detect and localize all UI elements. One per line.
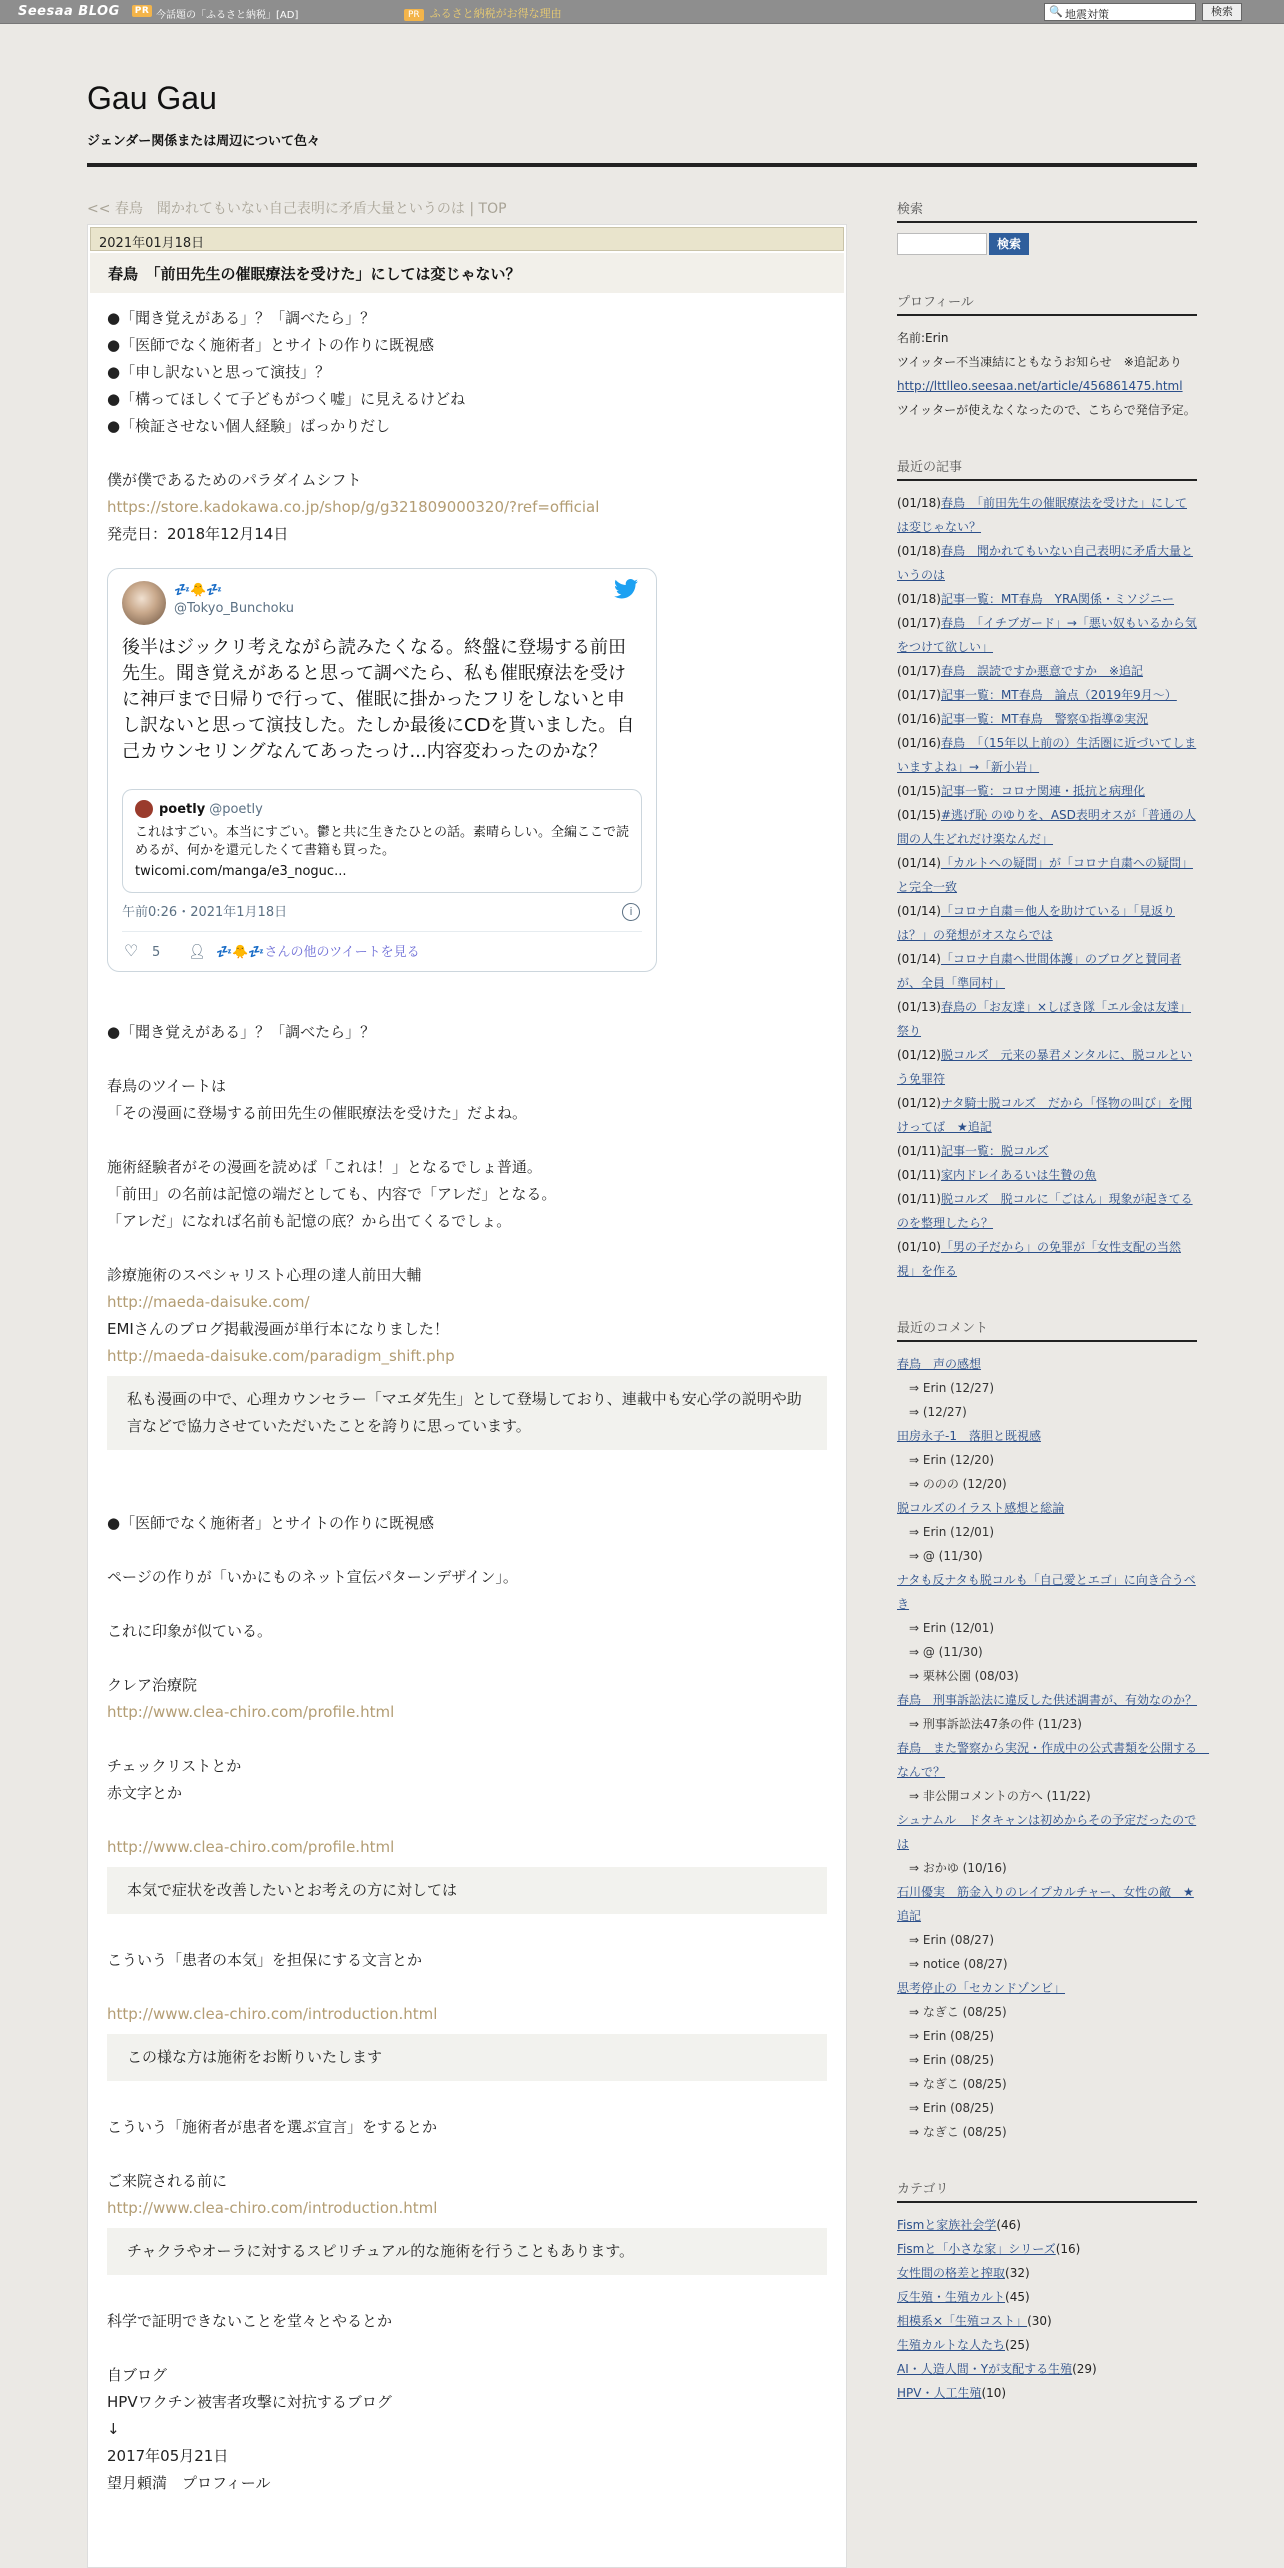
recent-article-item: [897, 587, 1197, 611]
recent-article-item: [897, 1163, 1197, 1187]
body-text: 2017年05月21日: [107, 2447, 229, 2465]
twitter-bird-icon[interactable]: [614, 579, 640, 601]
category-link[interactable]: 反生殖・生殖カルト: [897, 2290, 1006, 2304]
recent-article-link[interactable]: 記事一覧：MT春鳥 YRA関係・ミソジニー: [940, 592, 1175, 606]
category-count: (29): [1072, 2362, 1097, 2376]
body-text: 赤文字とか: [107, 1784, 183, 1802]
comment-article-item: [897, 1736, 1210, 1784]
comment-entry[interactable]: ⇒ Erin (08/25): [909, 2029, 995, 2043]
recent-article-date: (01/17): [897, 616, 941, 630]
recent-article-date: (01/17): [897, 688, 941, 702]
body-text: ページの作りが「いかにものネット宣伝パターンデザイン」。: [107, 1568, 518, 1586]
body-text: こういう「施術者が患者を選ぶ宣言」をするとか: [107, 2118, 438, 2136]
recent-article-item: [897, 539, 1197, 587]
comment-entry[interactable]: ⇒ おかゆ (10/16): [909, 1861, 1007, 1875]
body-text: 望月頼満 プロフィール: [107, 2474, 271, 2492]
ad-link-2[interactable]: [404, 5, 562, 21]
comment-entry[interactable]: ⇒ @ (11/30): [909, 1549, 983, 1563]
prev-article-link[interactable]: << 春鳥 聞かれてもいない自己表明に矛盾大量というのは | TOP: [87, 201, 507, 217]
recent-article-date: (01/14): [897, 904, 941, 918]
recent-article-item: [897, 899, 1197, 947]
category-link[interactable]: Fismと「小さな家」シリーズ: [897, 2242, 1056, 2256]
recent-article-link[interactable]: 記事一覧：MT春鳥 警察①指導②実況: [940, 712, 1149, 726]
recent-article-date: (01/16): [897, 736, 941, 750]
comment-entry[interactable]: ⇒ (12/27): [909, 1405, 967, 1419]
external-link[interactable]: http://www.clea-chiro.com/profile.html: [107, 1703, 395, 1721]
comment-article-link[interactable]: 思考停止の「セカンドゾンビ」: [897, 1981, 1066, 1995]
post-date: 2021年01月18日: [90, 227, 844, 251]
book-title: 僕が僕であるためのパラダイムシフト: [107, 471, 362, 489]
body-text: 「前田」の名前は記憶の端だとしても、内容で「アレだ」となる。: [107, 1185, 557, 1203]
recent-article-item: [897, 1235, 1197, 1283]
sidebar-search-input[interactable]: [897, 233, 987, 255]
sidebar-search: [897, 198, 1197, 257]
sidebar-categories: [897, 2178, 1197, 2405]
category-link[interactable]: 女性間の格差と搾取: [897, 2266, 1006, 2280]
recent-article-item: [897, 1091, 1197, 1139]
recent-article-date: (01/10): [897, 1240, 941, 1254]
post-title: 春鳥 「前田先生の催眠療法を受けた」にしては変じゃない？: [108, 265, 521, 283]
comment-article-link[interactable]: 春鳥 声の感想: [897, 1357, 982, 1371]
body-text: 施術経験者がその漫画を読めば「これは！」となるでしょ普通。: [107, 1158, 542, 1176]
recent-article-link[interactable]: 記事一覧：MT春鳥 論点（2019年9月〜）: [940, 688, 1177, 702]
tweet-divider: [122, 931, 642, 932]
comment-article-link[interactable]: 春鳥 刑事訴訟法に違反した供述調書が、有効なのか？: [897, 1693, 1198, 1707]
comment-article-link[interactable]: 石川優実 筋金入りのレイプカルチャー、女性の敵 ★追記: [897, 1885, 1194, 1923]
recent-article-link[interactable]: 春鳥 聞かれてもいない自己表明に矛盾大量というのは: [897, 544, 1193, 582]
recent-article-link[interactable]: 春鳥 「イチブガード」→「悪い奴もいるから気をつけて欲しい」: [897, 616, 1197, 654]
top-search-value: 地震対策: [1065, 8, 1109, 21]
recent-article-date: (01/11): [897, 1192, 941, 1206]
recent-article-item: [897, 779, 1197, 803]
comment-entry[interactable]: ⇒ 刑事訴訟法47条の件 (11/23): [909, 1717, 1082, 1731]
body-text: ↓: [107, 2420, 120, 2438]
category-link[interactable]: HPV・人工生殖: [897, 2386, 982, 2400]
recent-article-date: (01/11): [897, 1168, 941, 1182]
bullet-item: ●「申し訳ないと思って演技」？: [107, 363, 331, 381]
comment-entry[interactable]: ⇒ Erin (08/25): [909, 2101, 995, 2115]
category-item: [897, 2285, 1197, 2309]
external-link[interactable]: http://www.clea-chiro.com/introduction.html: [107, 2199, 438, 2217]
profile-text: ツイッターが使えなくなったので、こちらで発信予定。: [897, 403, 1196, 417]
bullet-item: ●「医師でなく施術者」とサイトの作りに既視感: [107, 336, 435, 354]
recent-article-date: (01/16): [897, 712, 941, 726]
comment-article-item: [897, 1976, 1197, 2000]
comment-article-item: [897, 1688, 1197, 1712]
category-item: [897, 2357, 1197, 2381]
body-text: 自ブログ: [107, 2366, 168, 2384]
category-count: (30): [1027, 2314, 1052, 2328]
sidebar-profile: [897, 291, 1197, 422]
more-tweets-link[interactable]: 💤🐥💤さんの他のツイートを見る: [216, 945, 420, 960]
profile-name: 名前:Erin: [897, 331, 949, 345]
recent-article-link[interactable]: 春鳥 「（15年以上前の）生活圏に近づいてしまいますよね」→「新小岩」: [897, 736, 1197, 774]
tweet-author-handle[interactable]: @Tokyo_Bunchoku: [174, 601, 295, 616]
bullet-item: ●「検証させない個人経験」ばっかりだし: [107, 417, 391, 435]
recent-article-item: [897, 1187, 1197, 1235]
section-heading: ●「聞き覚えがある」？「調べたら」？: [107, 1023, 376, 1041]
profile-link[interactable]: http://lttlleo.seesaa.net/article/456861475.html: [897, 379, 1183, 393]
comment-article-item: [897, 1424, 1197, 1448]
comment-entry[interactable]: ⇒ 非公開コメントの方へ (11/22): [909, 1789, 1091, 1803]
category-link[interactable]: 相模系×「生殖コスト」: [897, 2314, 1028, 2328]
external-link[interactable]: http://maeda-daisuke.com/: [107, 1293, 310, 1311]
comment-entry[interactable]: ⇒ Erin (08/27): [909, 1933, 995, 1947]
external-link[interactable]: http://maeda-daisuke.com/paradigm_shift.php: [107, 1347, 455, 1365]
category-count: (46): [996, 2218, 1021, 2232]
comment-entry[interactable]: ⇒ notice (08/27): [909, 1957, 1008, 1971]
category-link[interactable]: Fismと家族社会学: [897, 2218, 997, 2232]
category-count: (10): [981, 2386, 1007, 2400]
category-item: [897, 2237, 1197, 2261]
category-link[interactable]: 生殖カルトな人たち: [897, 2338, 1006, 2352]
category-count: (16): [1055, 2242, 1081, 2256]
comment-entry[interactable]: ⇒ なぎこ (08/25): [909, 2005, 1007, 2019]
recent-article-link[interactable]: 春鳥 誤読ですか悪意ですか ※追記: [940, 664, 1144, 678]
comment-entry[interactable]: ⇒ Erin (12/01): [909, 1525, 995, 1539]
site-description: ジェンダー関係または周辺について色々: [87, 134, 320, 149]
recent-article-item: [897, 731, 1197, 779]
bullet-item: ●「構ってほしくて子どもがつく嘘」に見えるけどね: [107, 390, 466, 408]
quoted-text: これはすごい。本当にすごい。鬱と共に生きたひとの話。素晴らしい。全編ここで読めるが、何かを還元したくて書籍も買った。: [135, 825, 630, 858]
section-heading: ●「医師でなく施術者」とサイトの作りに既視感: [107, 1514, 435, 1532]
comment-article-link[interactable]: 春鳥 また警察から実況・作成中の公式書類を公開する なんで？: [897, 1741, 1210, 1779]
recent-article-item: [897, 1043, 1197, 1091]
ad-text-2: ふるさと納税がお得な理由: [429, 7, 562, 20]
article: [87, 224, 847, 2568]
external-link[interactable]: http://www.clea-chiro.com/profile.html: [107, 1838, 395, 1856]
recent-article-item: [897, 491, 1197, 539]
comment-entry[interactable]: ⇒ なぎこ (08/25): [909, 2125, 1007, 2139]
body-text: 「アレだ」になれば名前も記憶の底？から出てくるでしょ。: [107, 1212, 512, 1230]
comment-entry[interactable]: ⇒ なぎこ (08/25): [909, 2077, 1007, 2091]
ad-badge: PR: [404, 9, 424, 21]
sidebar: [897, 198, 1210, 2439]
body-text: EMIさんのブログ掲載漫画が単行本になりました！: [107, 1320, 449, 1338]
embedded-tweet[interactable]: [107, 568, 657, 972]
comment-article-item: [897, 1808, 1197, 1856]
external-link[interactable]: http://www.clea-chiro.com/introduction.html: [107, 2005, 438, 2023]
category-link[interactable]: AI・人造人間・Yが支配する生殖: [897, 2362, 1073, 2376]
seesaa-logo[interactable]: Seesaa BLOG PR: [18, 4, 152, 19]
release-date: 発売日：2018年12月14日: [107, 525, 289, 543]
top-search-button[interactable]: 検索: [1202, 3, 1242, 21]
recent-article-link[interactable]: 春鳥の「お友達」×しばき隊「エル金は友達」祭り: [897, 1000, 1192, 1038]
recent-article-link[interactable]: 家内ドレイあるいは生贄の魚: [940, 1168, 1097, 1182]
body-text: 「その漫画に登場する前田先生の催眠療法を受けた」だよね。: [107, 1104, 528, 1122]
recent-article-date: (01/12): [897, 1048, 941, 1062]
recent-article-item: [897, 851, 1197, 899]
sidebar-heading: 最近のコメント: [897, 1317, 1197, 1342]
info-icon[interactable]: i: [622, 903, 640, 921]
recent-article-date: (01/15): [897, 784, 941, 798]
recent-article-date: (01/12): [897, 1096, 941, 1110]
body-text: クレア治療院: [107, 1676, 198, 1694]
blockquote: チャクラやオーラに対するスピリチュアル的な施術を行うこともあります。: [107, 2228, 827, 2275]
comment-article-link[interactable]: シュナムル ドタキャンは初めからその予定だったのでは: [897, 1813, 1197, 1851]
recent-article-date: (01/11): [897, 1144, 941, 1158]
tweet-text: 後半はジックリ考えながら読みたくなる。終盤に登場する前田先生。聞き覚えがあると思って調べたら、私も催眠療法を受けに神戸まで日帰りで行って、催眠に掛かったフリをしないと申し訳ないと思って演技した。たしか最後にCDを貰いました。自己カウンセリングなんてあったっけ...内容変わったのかな？: [122, 637, 635, 762]
body-text: 科学で証明できないことを堂々とやるとか: [107, 2312, 393, 2330]
category-item: [897, 2333, 1197, 2357]
comment-article-link[interactable]: 脱コルズのイラスト感想と総論: [897, 1501, 1065, 1515]
sidebar-recent-comments: [897, 1317, 1210, 2144]
recent-article-link[interactable]: ナタ騎士脱コルズ だから「怪物の叫び」を聞けってば ★追記: [897, 1096, 1192, 1134]
sidebar-heading: 最近の記事: [897, 456, 1197, 481]
comment-article-item: [897, 1880, 1197, 1928]
pr-badge: PR: [132, 5, 153, 17]
sidebar-recent-articles: [897, 456, 1197, 1283]
blockquote: この様な方は施術をお断りいたします: [107, 2034, 827, 2081]
recent-article-item: [897, 611, 1197, 659]
recent-article-item: [897, 683, 1197, 707]
recent-article-date: (01/13): [897, 1000, 941, 1014]
comment-article-link[interactable]: ナタも反ナタも脱コルも「自己愛とエゴ」に向き合うべき: [897, 1573, 1196, 1611]
comment-article-item: [897, 1496, 1197, 1520]
sidebar-heading: プロフィール: [897, 291, 1197, 316]
quoted-author: poetly @poetly: [159, 802, 263, 817]
comment-entry[interactable]: ⇒ ののの (12/20): [909, 1477, 1007, 1491]
recent-article-date: (01/18): [897, 544, 941, 558]
site-title[interactable]: Gau Gau: [87, 80, 217, 116]
post-body: [107, 305, 827, 2497]
category-item: [897, 2261, 1197, 2285]
category-item: [897, 2381, 1197, 2405]
body-text: 診療施術のスペシャリスト心理の達人前田大輔: [107, 1266, 422, 1284]
recent-article-link[interactable]: 「コロナ自粛へ世間体護」のブログと賛同者が、全員「準同村」: [897, 952, 1182, 990]
quoted-link[interactable]: twicomi.com/manga/e3_noguc...: [135, 864, 347, 879]
quoted-handle: @poetly: [209, 802, 263, 817]
recent-article-date: (01/17): [897, 664, 941, 678]
recent-article-link[interactable]: 「カルトへの疑問」が「コロナ自粛への疑問」と完全一致: [897, 856, 1193, 894]
quoted-avatar: [135, 800, 153, 818]
header-divider: [87, 163, 1197, 167]
ad-link[interactable]: 今話題の「ふるさと納税」[AD]: [156, 10, 299, 21]
recent-article-link[interactable]: 「男の子だから」の免罪が「女性支配の当然視」を作る: [897, 1240, 1181, 1278]
recent-article-item: [897, 947, 1197, 995]
top-search-input[interactable]: [1044, 3, 1196, 21]
top-bar: [0, 0, 1284, 24]
avatar[interactable]: [122, 581, 166, 625]
body-text: チェックリストとか: [107, 1757, 242, 1775]
recent-article-date: (01/15): [897, 808, 941, 822]
sidebar-search-button[interactable]: 検索: [989, 233, 1029, 255]
like-count[interactable]: 5: [152, 945, 161, 960]
recent-article-date: (01/14): [897, 856, 941, 870]
book-link[interactable]: https://store.kadokawa.co.jp/shop/g/g321809000320/?ref=official: [107, 498, 600, 516]
profile-text: ツイッター不当凍結にともなうお知らせ ※追記あり: [897, 355, 1182, 369]
comment-article-item: [897, 1352, 1197, 1376]
recent-article-date: (01/18): [897, 496, 941, 510]
comment-entry[interactable]: ⇒ Erin (12/20): [909, 1453, 995, 1467]
sidebar-heading: 検索: [897, 198, 1197, 223]
quoted-tweet[interactable]: [122, 789, 642, 893]
body-text: ご来院される前に: [107, 2172, 228, 2190]
body-text: こういう「患者の本気」を担保にする文言とか: [107, 1951, 423, 1969]
recent-article-link[interactable]: 「コロナ自粛＝他人を助けている」「見返りは？」の発想がオスならでは: [897, 904, 1175, 942]
person-icon[interactable]: 👤︎: [188, 944, 206, 960]
recent-article-link[interactable]: #逃げ恥 のゆりを、ASD表明オスが「普通の人間の人生どれだけ楽なんだ」: [897, 808, 1196, 846]
recent-article-link[interactable]: 脱コルズ 脱コルに「ごはん」現象が起きてるのを整理したら？: [897, 1192, 1193, 1230]
recent-article-link[interactable]: 脱コルズ 元来の暴君メンタルに、脱コルという免罪符: [897, 1048, 1193, 1086]
category-count: (45): [1005, 2290, 1030, 2304]
comment-entry[interactable]: ⇒ Erin (12/01): [909, 1621, 995, 1635]
sidebar-heading: カテゴリ: [897, 2178, 1197, 2203]
tweet-author-name[interactable]: 💤🐥💤: [174, 583, 223, 598]
blockquote: 私も漫画の中で、心理カウンセラー「マエダ先生」として登場しており、連載中も安心学の説明や助言などで協力させていただいたことを誇りに思っています。: [107, 1376, 827, 1450]
category-count: (32): [1005, 2266, 1030, 2280]
recent-article-item: [897, 707, 1197, 731]
tweet-timestamp[interactable]: 午前0:26・2021年1月18日: [122, 905, 288, 920]
recent-article-date: (01/14): [897, 952, 941, 966]
recent-article-item: [897, 1139, 1197, 1163]
bullet-item: ●「聞き覚えがある」？「調べたら」？: [107, 309, 376, 327]
heart-icon[interactable]: ♡: [124, 941, 139, 960]
comment-article-link[interactable]: 田房永子-1 落胆と既視感: [897, 1429, 1041, 1443]
recent-article-link[interactable]: 記事一覧：脱コルズ: [940, 1144, 1049, 1158]
recent-article-link[interactable]: 記事一覧：コロナ関連・抵抗と病理化: [940, 784, 1145, 798]
body-text: 春鳥のツイートは: [107, 1077, 226, 1095]
comment-article-item: [897, 1568, 1197, 1616]
search-icon: 🔍: [1049, 5, 1063, 18]
category-count: (25): [1005, 2338, 1030, 2352]
recent-article-item: [897, 659, 1197, 683]
comment-entry[interactable]: ⇒ Erin (08/25): [909, 2053, 995, 2067]
comment-entry[interactable]: ⇒ 栗林公園 (08/03): [909, 1669, 1019, 1683]
post-title-box: [90, 253, 844, 293]
category-item: [897, 2213, 1197, 2237]
comment-entry[interactable]: ⇒ @ (11/30): [909, 1645, 983, 1659]
body-text: これに印象が似ている。: [107, 1622, 273, 1640]
recent-article-date: (01/18): [897, 592, 941, 606]
category-item: [897, 2309, 1197, 2333]
body-text: HPVワクチン被害者攻撃に対抗するブログ: [107, 2393, 392, 2411]
comment-entry[interactable]: ⇒ Erin (12/27): [909, 1381, 995, 1395]
recent-article-item: [897, 803, 1197, 851]
recent-article-link[interactable]: 春鳥 「前田先生の催眠療法を受けた」にしては変じゃない？: [897, 496, 1187, 534]
blockquote: 本気で症状を改善したいとお考えの方に対しては: [107, 1867, 827, 1914]
recent-article-item: [897, 995, 1197, 1043]
